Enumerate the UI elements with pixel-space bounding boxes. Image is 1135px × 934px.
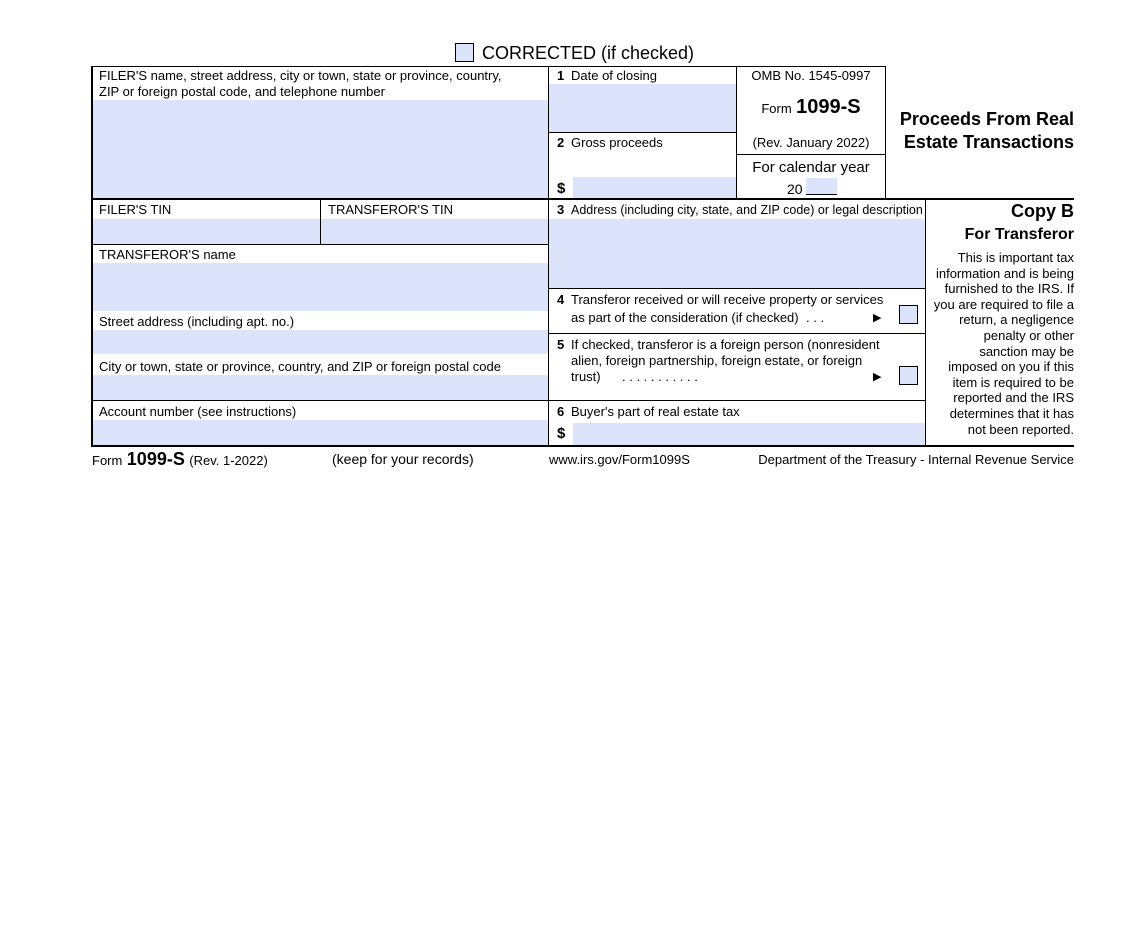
copy-notice-line: item is required to be	[952, 374, 1074, 390]
form-border-top	[91, 66, 886, 67]
box4-number: 4	[557, 292, 565, 307]
city-label: City or town, state or province, country, and ZIP or foreign postal code	[99, 359, 501, 374]
form-word: Form	[761, 101, 792, 116]
form-border-left	[91, 66, 93, 446]
divider-calendar-top	[736, 154, 886, 155]
calendar-year-field[interactable]	[806, 178, 837, 194]
date-of-closing-field[interactable]	[549, 84, 736, 132]
form-border-bottom	[91, 445, 1074, 447]
box6-label: Buyer's part of real estate tax	[571, 404, 740, 419]
copy-title: Copy B	[1011, 201, 1074, 221]
street-address-field[interactable]	[93, 330, 548, 354]
form-name-block	[737, 96, 885, 119]
filer-tin-label: FILER'S TIN	[99, 202, 172, 217]
box4-checkbox[interactable]	[899, 305, 918, 324]
copy-notice-line: penalty or other	[983, 327, 1074, 343]
copy-notice-line: imposed on you if this	[948, 359, 1074, 375]
box5-number: 5	[557, 337, 565, 352]
box2-currency: $	[557, 180, 566, 197]
box5-line3: trust)	[571, 369, 601, 384]
account-number-label: Account number (see instructions)	[99, 404, 297, 419]
divider-account-top	[91, 400, 549, 401]
calendar-year-label: For calendar year	[752, 159, 870, 176]
omb-number: OMB No. 1545-0997	[751, 68, 871, 83]
footer-form-id	[92, 449, 268, 470]
copy-notice-line: information and is being	[935, 265, 1074, 281]
box5-line1: If checked, transferor is a foreign person (nonresident	[571, 337, 880, 352]
street-address-label: Street address (including apt. no.)	[99, 314, 295, 329]
footer-department: Department of the Treasury - Internal Revenue Service	[758, 452, 1074, 467]
divider-box4-bottom	[548, 333, 926, 334]
filer-tin-field[interactable]	[93, 219, 320, 244]
box5-dots: . . . . . . . . . . .	[622, 369, 698, 384]
form-title	[886, 108, 1074, 154]
box4-arrow-icon: ▶	[873, 312, 882, 324]
transferor-tin-label: TRANSFEROR'S TIN	[328, 202, 454, 217]
copy-notice-line: furnished to the IRS. If	[944, 281, 1074, 297]
property-address-field[interactable]	[549, 219, 925, 288]
box2-number: 2	[557, 135, 565, 150]
copy-notice-line: not been reported.	[967, 421, 1074, 437]
footer-revision: (Rev. 1-2022)	[189, 453, 268, 468]
calendar-year-underline	[806, 194, 837, 195]
box5-arrow-icon: ▶	[873, 371, 882, 383]
buyer-tax-field[interactable]	[573, 423, 925, 445]
account-number-field[interactable]	[93, 420, 548, 445]
corrected-checkbox[interactable]	[455, 43, 474, 62]
calendar-year-prefix: 20	[787, 181, 803, 197]
copy-subtitle: For Transferor	[964, 226, 1074, 243]
box5-line2: alien, foreign partnership, foreign estate, or foreign	[571, 353, 863, 368]
gross-proceeds-field[interactable]	[573, 177, 736, 198]
divider-box3-bottom	[548, 288, 926, 289]
box3-number: 3	[557, 202, 565, 217]
divider-box1-bottom	[548, 132, 737, 133]
copy-notice-line: you are required to file a	[933, 296, 1074, 312]
divider-filer-right	[548, 66, 549, 446]
box1-label: Date of closing	[571, 68, 657, 83]
box4-dots: . . .	[806, 310, 825, 325]
copy-notice-line: return, a negligence	[959, 312, 1074, 328]
divider-tin-bottom	[91, 244, 549, 245]
form-title-line1: Proceeds From Real	[899, 109, 1074, 129]
divider-tin-mid	[320, 199, 321, 245]
copy-notice-line: This is important tax	[957, 250, 1074, 265]
footer-keep-records: (keep for your records)	[332, 451, 474, 467]
city-field[interactable]	[93, 375, 548, 400]
filer-block-label-line2: ZIP or foreign postal code, and telephone number	[99, 84, 385, 99]
filer-block-label-line1: FILER'S name, street address, city or town, state or province, country,	[99, 68, 502, 83]
transferor-name-label: TRANSFEROR'S name	[99, 247, 236, 262]
corrected-label: CORRECTED (if checked)	[482, 43, 695, 63]
form-title-line2: Estate Transactions	[903, 132, 1074, 152]
footer-form-name: 1099-S	[126, 449, 185, 469]
box5-checkbox[interactable]	[899, 366, 918, 385]
copy-notice-line: determines that it has	[949, 405, 1074, 421]
box1-number: 1	[557, 68, 565, 83]
divider-box5-bottom	[548, 400, 926, 401]
footer-form-word: Form	[92, 453, 123, 468]
copy-notice-line: sanction may be	[979, 343, 1074, 359]
box4-line2: as part of the consideration (if checked)	[571, 310, 799, 325]
footer-url[interactable]: www.irs.gov/Form1099S	[549, 452, 690, 467]
transferor-name-field[interactable]	[93, 263, 548, 311]
form-revision: (Rev. January 2022)	[752, 135, 870, 150]
box6-currency: $	[557, 425, 566, 442]
filer-info-field[interactable]	[93, 100, 548, 198]
copy-notice-line: reported and the IRS	[953, 390, 1074, 406]
box2-label: Gross proceeds	[571, 135, 663, 150]
box6-number: 6	[557, 404, 565, 419]
box3-label: Address (including city, state, and ZIP code) or legal description	[571, 203, 923, 217]
copy-notice	[926, 250, 1074, 437]
box4-line1: Transferor received or will receive property or services	[571, 292, 884, 307]
form-name: 1099-S	[796, 96, 861, 118]
filer-block-label	[99, 68, 502, 100]
transferor-tin-field[interactable]	[321, 219, 548, 244]
